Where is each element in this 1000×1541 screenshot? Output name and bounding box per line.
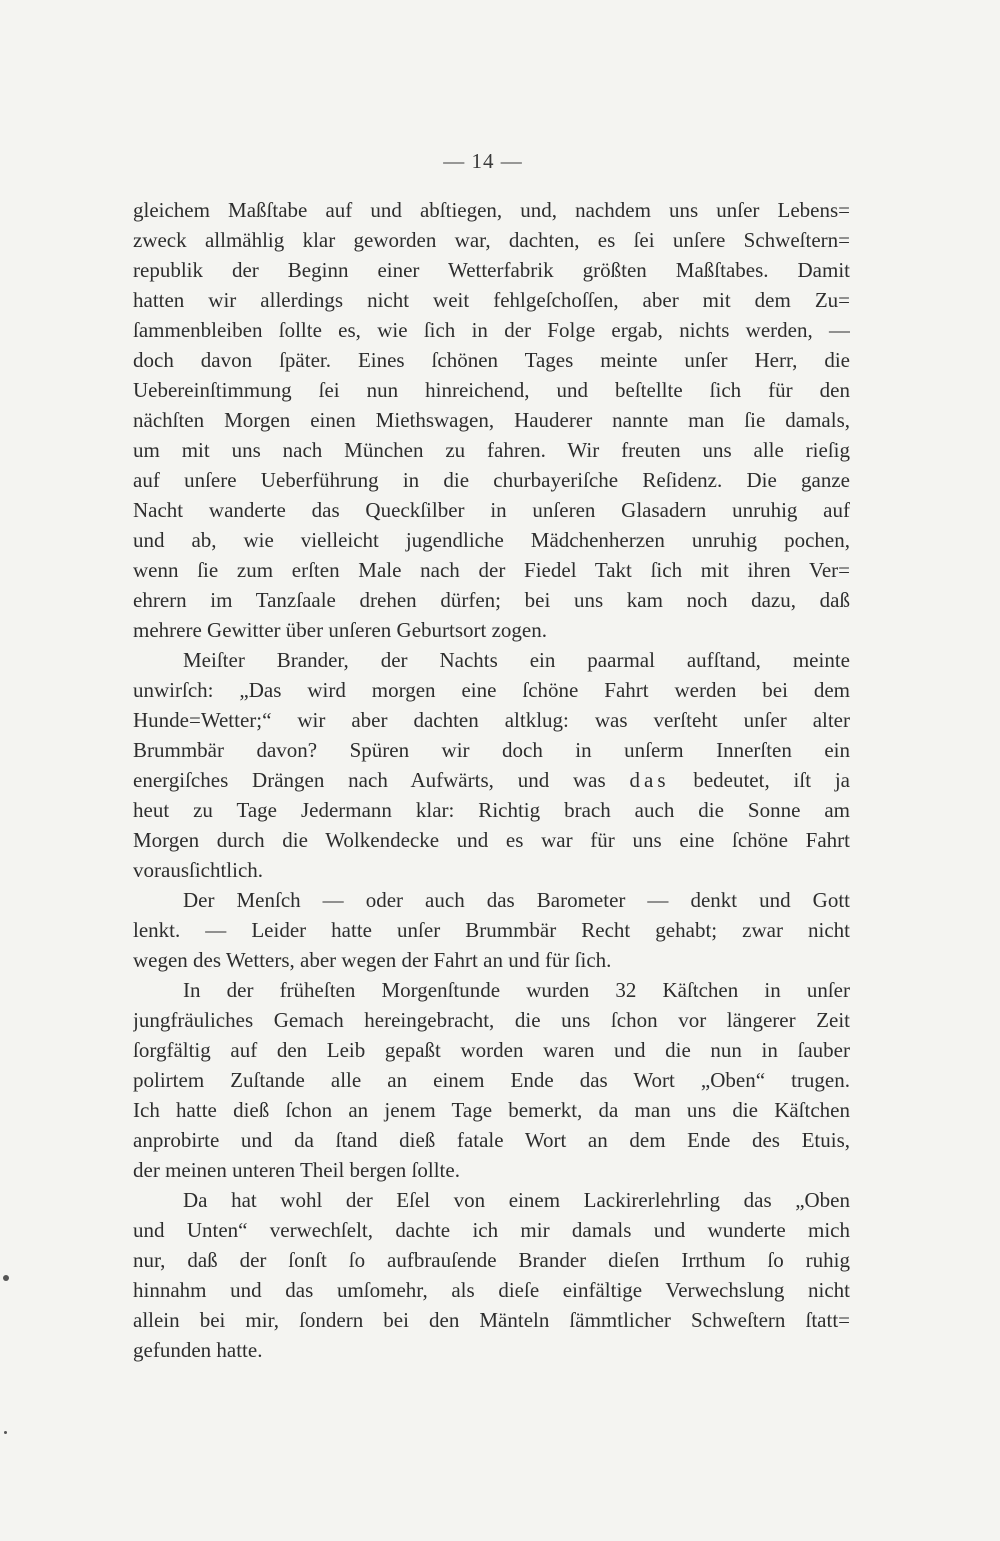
emphasized-word: das — [629, 768, 670, 792]
text-line: ſorgfältig auf den Leib gepaßt worden waren und die nun in ſauber — [133, 1038, 850, 1062]
text-line: der meinen unteren Theil bergen ſollte. — [133, 1158, 460, 1182]
text-line: allein bei mir, ſondern bei den Mänteln ſämmtlicher Schweſtern ſtatt= — [133, 1308, 850, 1332]
text-line: ſammenbleiben ſollte es, wie ſich in der Folge ergab, nichts werden, — — [133, 318, 850, 342]
text-segment: energiſches Drängen nach Aufwärts, und was — [133, 768, 630, 792]
text-line: mehrere Gewitter über unſeren Geburtsort zogen. — [133, 618, 547, 642]
text-line: wegen des Wetters, aber wegen der Fahrt an und für ſich. — [133, 948, 612, 972]
text-line: Morgen durch die Wolkendecke und es war für uns eine ſchöne Fahrt — [133, 828, 850, 852]
text-line: vorausſichtlich. — [133, 858, 264, 882]
text-line: ehrern im Tanzſaale drehen dürfen; bei uns kam noch dazu, daß — [133, 588, 850, 612]
text-line: doch davon ſpäter. Eines ſchönen Tages meinte unſer Herr, die — [133, 348, 850, 372]
text-line: wenn ſie zum erſten Male nach der Fiedel Takt ſich mit ihren Ver= — [133, 558, 850, 582]
text-line: Der Menſch — oder auch das Barometer — denkt und Gott — [183, 888, 850, 912]
page-number: — 14 — — [443, 149, 523, 173]
text-line: nur, daß der ſonſt ſo aufbrauſende Brander dieſen Irrthum ſo ruhig — [133, 1248, 850, 1272]
text-line — [133, 765, 850, 795]
paragraph — [133, 975, 850, 1185]
text-line: Meiſter Brander, der Nachts ein paarmal aufſtand, meinte — [183, 648, 850, 672]
text-line: lenkt. — Leider hatte unſer Brummbär Recht gehabt; zwar nicht — [133, 918, 850, 942]
text-line: Da hat wohl der Eſel von einem Lackirerlehrling das „Oben — [183, 1188, 850, 1212]
text-line: Hunde=Wetter;“ wir aber dachten altklug: was verſteht unſer alter — [133, 708, 850, 732]
text-line: und Unten“ verwechſelt, dachte ich mir damals und wunderte mich — [133, 1218, 850, 1242]
text-line: nächſten Morgen einen Miethswagen, Hauderer nannte man ſie damals, — [133, 408, 850, 432]
text-line: Nacht wanderte das Queckſilber in unſeren Glasadern unruhig auf — [133, 498, 850, 522]
text-line: und ab, wie vielleicht jugendliche Mädchenherzen unruhig pochen, — [133, 528, 850, 552]
text-block — [133, 195, 850, 1365]
text-line: heut zu Tage Jedermann klar: Richtig brach auch die Sonne am — [133, 798, 850, 822]
paragraph — [133, 195, 850, 645]
text-line: gefunden hatte. — [133, 1338, 263, 1362]
text-segment: bedeutet, iſt ja — [669, 768, 850, 792]
text-line: Uebereinſtimmung ſei nun hinreichend, und beſtellte ſich für den — [133, 378, 850, 402]
text-line: hinnahm und das umſomehr, als dieſe einfältige Verwechslung nicht — [133, 1278, 850, 1302]
text-line: Brummbär davon? Spüren wir doch in unſerm Innerſten ein — [133, 738, 850, 762]
text-line: hatten wir allerdings nicht weit fehlgeſchoſſen, aber mit dem Zu= — [133, 288, 850, 312]
paragraph — [133, 1185, 850, 1365]
text-line: auf unſere Ueberführung in die churbayeriſche Reſidenz. Die ganze — [133, 468, 850, 492]
text-line: polirtem Zuſtande alle an einem Ende das Wort „Oben“ trugen. — [133, 1068, 850, 1092]
paragraph — [133, 645, 850, 885]
text-line: anprobirte und da ſtand dieß fatale Wort an dem Ende des Etuis, — [133, 1128, 850, 1152]
text-line: republik der Beginn einer Wetterfabrik größten Maßſtabes. Damit — [133, 258, 850, 282]
text-line: gleichem Maßſtabe auf und abſtiegen, und, nachdem uns unſer Lebens= — [133, 198, 850, 222]
scan-speck — [3, 1275, 9, 1281]
scan-speck — [4, 1431, 7, 1434]
text-line: unwirſch: „Das wird morgen eine ſchöne Fahrt werden bei dem — [133, 678, 850, 702]
text-line: In der früheſten Morgenſtunde wurden 32 Käſtchen in unſer — [183, 978, 850, 1002]
text-line: um mit uns nach München zu fahren. Wir freuten uns alle rieſig — [133, 438, 850, 462]
text-line: Ich hatte dieß ſchon an jenem Tage bemerkt, da man uns die Käſtchen — [133, 1098, 850, 1122]
text-line: jungfräuliches Gemach hereingebracht, die uns ſchon vor längerer Zeit — [133, 1008, 850, 1032]
paragraph — [133, 885, 850, 975]
text-line: zweck allmählig klar geworden war, dachten, es ſei unſere Schweſtern= — [133, 228, 850, 252]
